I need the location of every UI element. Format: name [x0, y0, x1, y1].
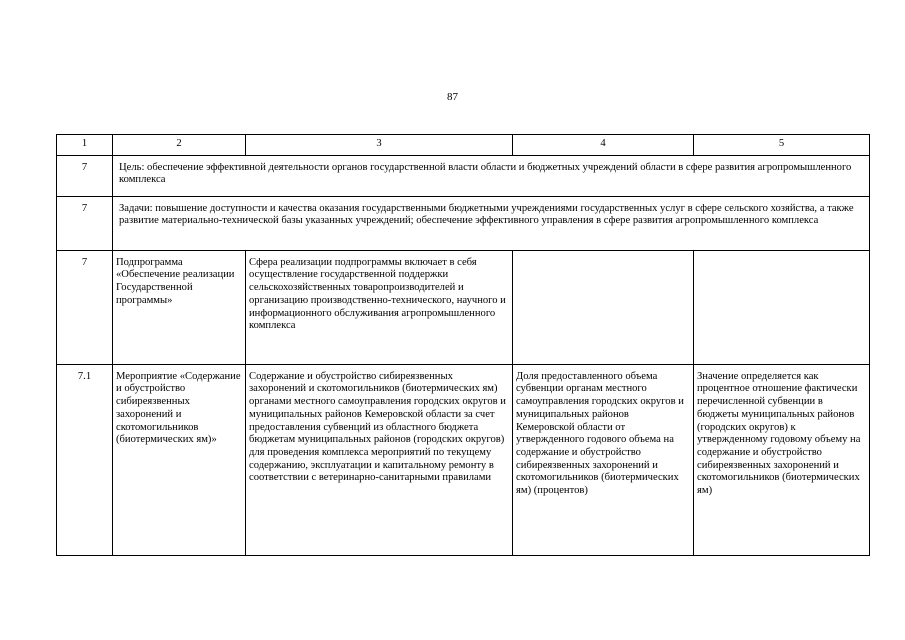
header-cell-2: 2 [113, 135, 246, 156]
subprogram-method [694, 250, 870, 364]
header-cell-3: 3 [246, 135, 513, 156]
tasks-row [57, 196, 870, 250]
page-number: 87 [447, 91, 458, 103]
subprogram-indicator [513, 250, 694, 364]
subprogram-description: Сфера реализации подпрограммы включает в себя осуществление государственной поддержки сельскохозяйственных товаропроизводителей и организацию производственно-технического, научного и информационного обслуживания агропромышленного комплекса [246, 250, 513, 364]
measure-method: Значение определяется как процентное отношение фактически перечисленной субвенции в бюджеты муниципальных районов (городских округов) к утвержденному годовому объему на содержание и обустройство сибиреязвенных захоронений и скотомогильников (биотермических ям) [694, 364, 870, 555]
measure-name: Мероприятие «Содержание и обустройство сибиреязвенных захоронений и скотомогильников (биотермических ям)» [113, 364, 246, 555]
measure-indicator: Доля предоставленного объема субвенции органам местного самоуправления городских округов и муниципальных районов Кемеровской области от утвержденного годового объема на содержание и обустройство сибиреязвенных захоронений и скотомогильников (биотермических ям) (процентов) [513, 364, 694, 555]
subprogram-name: Подпрограмма «Обеспечение реализации Государственной программы» [113, 250, 246, 364]
measure-row-number: 7.1 [57, 364, 113, 555]
goal-text: Цель: обеспечение эффективной деятельности органов государственной власти области и бюджетных учреждений области в сфере развития агропромышленного комплекса [113, 155, 870, 196]
subprogram-row-number: 7 [57, 250, 113, 364]
header-cell-1: 1 [57, 135, 113, 156]
measure-description: Содержание и обустройство сибиреязвенных захоронений и скотомогильников (биотермических ям) органами местного самоуправления городских округов и муниципальных районов Кемеровской области за счет предоставления субвенций из областного бюджета бюджетам муниципальных районов (городских округов) для проведения комплекса мероприятий по текущему содержанию, эксплуатации и капитальному ремонту в соответствии с ветеринарно-санитарными правилами [246, 364, 513, 555]
goal-row-number: 7 [57, 155, 113, 196]
subprogram-row [57, 250, 870, 364]
table-header-row [57, 135, 870, 156]
program-table [56, 134, 870, 556]
header-cell-5: 5 [694, 135, 870, 156]
measure-row [57, 364, 870, 555]
goal-row [57, 155, 870, 196]
tasks-text: Задачи: повышение доступности и качества оказания государственными бюджетными учреждениями государственных услуг в сфере сельского хозяйства, а также развитие материально-технической базы указанных учреждений; обеспечение эффективного управления в сфере развития агропромышленного комплекса [113, 196, 870, 250]
header-cell-4: 4 [513, 135, 694, 156]
tasks-row-number: 7 [57, 196, 113, 250]
